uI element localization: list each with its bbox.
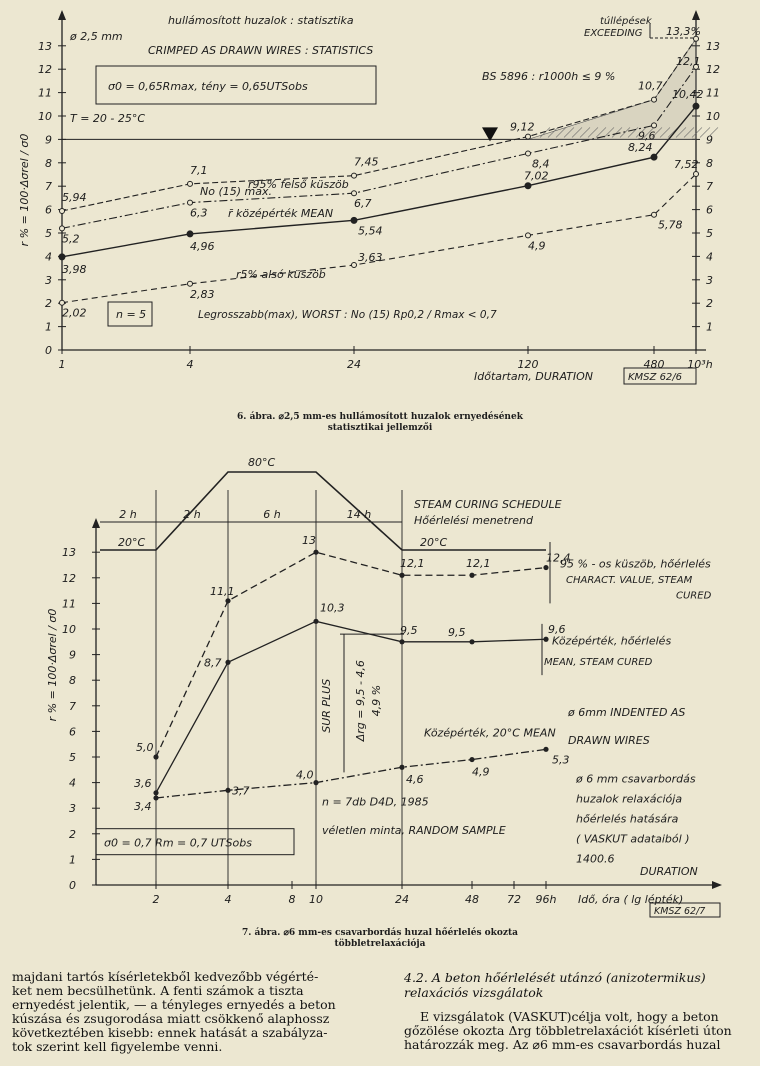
data-point — [352, 191, 357, 196]
sample-label: n = 7db D4D, 1985 — [322, 795, 429, 809]
stress-formula: σ0 = 0,65Rmax, tény = 0,65UTSobs — [108, 80, 308, 93]
data-label: 3,7 — [232, 784, 250, 798]
x-tick-label: 8 — [288, 893, 296, 906]
x-tick-label: 10³h — [687, 358, 713, 371]
data-label: 4,9 — [528, 239, 546, 253]
figure-6-caption — [0, 412, 760, 434]
y-tick-label-right: 3 — [706, 273, 713, 287]
data-point — [469, 639, 474, 644]
data-label: 11,1 — [210, 584, 235, 598]
y-tick-label: 13 — [62, 546, 76, 560]
duration-label: 2 h — [119, 508, 137, 521]
y-tick-label: 11 — [62, 597, 76, 611]
schedule-subtitle: Hőérlelési menetrend — [414, 514, 534, 527]
series-name: r̄ középérték MEAN — [228, 206, 334, 220]
x-tick-label: 480 — [643, 358, 665, 371]
text-line: következtében kisebb: ennek hatását a szabályza- — [12, 1025, 328, 1040]
x-axis-arrow — [712, 881, 722, 889]
data-label: 3,4 — [134, 799, 152, 813]
data-point — [352, 263, 357, 268]
duration-label: 14 h — [346, 508, 372, 521]
figure-ref: KMSZ 62/6 — [628, 372, 683, 383]
data-label: 5,2 — [62, 232, 80, 246]
data-point — [399, 639, 404, 644]
y-tick-label-right: 1 — [706, 320, 713, 334]
temp-peak-label: 80°C — [248, 456, 276, 469]
data-label: 4,96 — [190, 239, 215, 253]
exceeding-hatch — [528, 39, 696, 143]
delta-label: Δrg = 9,5 - 4,6 — [354, 660, 367, 742]
data-point — [352, 173, 357, 178]
series-name: r5% alsó küszöb — [236, 267, 326, 281]
data-label: 12,1 — [466, 557, 491, 571]
data-label: 12,1 — [676, 54, 701, 68]
n-label: n = 5 — [116, 308, 147, 321]
data-point — [59, 254, 65, 260]
data-point — [526, 151, 531, 156]
wire-label-en2: DRAWN WIRES — [568, 734, 650, 748]
data-label: 7,45 — [354, 155, 379, 169]
series-name-20c: Középérték, 20°C MEAN — [424, 726, 556, 740]
y-tick-label: 9 — [45, 133, 52, 147]
data-label: 3,6 — [134, 776, 152, 790]
text-line: E vizsgálatok (VASKUT)célja volt, hogy a beton — [420, 1009, 719, 1024]
data-point — [399, 765, 404, 770]
wire-label-hu: ( VASKUT adataiból ) — [576, 832, 690, 846]
exceeding-en: EXCEEDING — [584, 28, 643, 39]
y-tick-label-right: 13 — [706, 39, 720, 53]
data-point — [187, 231, 193, 237]
data-point — [399, 573, 404, 578]
data-point — [652, 212, 657, 217]
data-label: 9,12 — [510, 120, 535, 134]
wire-label-hu: 1400.6 — [576, 852, 615, 866]
y-tick-label: 6 — [45, 203, 52, 217]
y-tick-label: 9 — [69, 648, 76, 662]
y-tick-label: 7 — [69, 699, 76, 713]
data-label: 10,42 — [672, 88, 704, 102]
data-label: 6,7 — [354, 197, 372, 211]
wire-label-hu: ø 6 mm csavarbordás — [576, 772, 696, 786]
data-point — [313, 550, 318, 555]
figure-6-caption-line2: statisztikai jellemzői — [327, 423, 433, 433]
data-label: 13,3% — [666, 24, 701, 38]
y-tick-label-right: 8 — [706, 156, 713, 170]
series-name-mean-en: MEAN, STEAM CURED — [544, 656, 653, 668]
wire-label-hu: hőérlelés hatására — [576, 812, 679, 826]
data-label: 4,6 — [406, 773, 424, 787]
x-axis-label: Idő, óra ( lg lépték) — [578, 893, 684, 906]
data-point — [526, 134, 531, 139]
x-tick-label: 1 — [58, 358, 66, 371]
series-name-mean: Középérték, hőérlelés — [552, 634, 672, 648]
data-label: 13 — [302, 534, 316, 548]
y-tick-label: 7 — [45, 180, 52, 194]
y-tick-label: 2 — [69, 827, 76, 841]
data-label: 9,5 — [448, 625, 466, 639]
x-tick-label: 4 — [224, 893, 232, 906]
y-tick-label-right: 2 — [706, 297, 713, 311]
data-point — [153, 790, 158, 795]
data-point — [188, 181, 193, 186]
exceeding-hu: túllépések — [600, 16, 652, 27]
data-label: 8,24 — [628, 141, 653, 155]
text-line: majdani tartós kísérletekből kedvezőbb végérté- — [12, 969, 319, 984]
temp-end-label: 20°C — [420, 536, 448, 549]
delta-value: 4,9 % — [370, 684, 383, 717]
worst-note: Legrosszabb(max), WORST : No (15) Rp0,2 / Rmax < 0,7 — [198, 309, 497, 321]
data-label: 9,6 — [638, 129, 656, 143]
y-tick-label: 8 — [45, 156, 52, 170]
y-tick-label: 0 — [69, 879, 76, 892]
stress-formula: σ0 = 0,7 Rm = 0,7 UTSobs — [104, 836, 252, 850]
y-tick-label-right: 5 — [706, 227, 713, 240]
x-tick-label: 120 — [517, 358, 539, 371]
data-point — [313, 780, 318, 785]
data-point — [188, 200, 193, 205]
y-tick-label: 4 — [69, 776, 76, 790]
data-point — [543, 637, 548, 642]
data-label: 5,78 — [658, 218, 683, 232]
y-tick-label: 5 — [45, 227, 52, 240]
x-axis-label-en: DURATION — [640, 864, 698, 878]
y-axis-label: r % = 100·Δσrel / σ0 — [46, 608, 59, 722]
data-point — [351, 217, 357, 223]
data-point — [543, 747, 548, 752]
data-label: 9,6 — [548, 623, 566, 637]
data-label: 3,63 — [358, 251, 383, 265]
series-line — [62, 174, 696, 303]
data-point — [651, 154, 657, 160]
x-tick-label: 2 — [152, 893, 160, 906]
series-name-upper-en2: CURED — [676, 590, 712, 602]
data-label: 7,52 — [674, 158, 699, 172]
y-tick-label-right: 11 — [706, 86, 720, 100]
series-name-upper: 95 % - os küszöb, hőérlelés — [560, 557, 711, 571]
y-tick-label: 1 — [69, 853, 76, 867]
text-line: kúszása és zsugorodása miatt csökkenő alaphossz — [12, 1011, 330, 1026]
diameter-label: ø 2,5 mm — [70, 30, 123, 43]
data-point — [313, 619, 318, 624]
data-point — [60, 226, 65, 231]
data-label: 7,02 — [524, 169, 549, 183]
y-tick-label: 1 — [45, 320, 52, 334]
y-tick-label-right: 9 — [706, 133, 713, 147]
data-label: 4,0 — [296, 768, 314, 782]
y-axis-arrow — [692, 10, 700, 20]
figure-7-caption — [0, 928, 760, 950]
data-label: 8,4 — [532, 157, 550, 171]
data-point — [153, 754, 158, 759]
data-point — [188, 281, 193, 286]
body-text-left — [12, 970, 384, 1054]
series-name-upper-en: CHARACT. VALUE, STEAM — [566, 574, 693, 586]
text-line: ket nem becsülhetünk. A fenti számok a tiszta — [12, 983, 304, 998]
schedule-title: STEAM CURING SCHEDULE — [414, 498, 562, 511]
y-tick-label: 12 — [62, 571, 76, 585]
data-label: 9,5 — [400, 623, 418, 637]
data-label: 4,9 — [472, 765, 490, 779]
y-tick-label-right: 10 — [706, 110, 720, 123]
y-axis-arrow — [58, 10, 66, 20]
section-heading: 4.2. A beton hőérlelését utánzó (anizotermikus) relaxációs vizsgálatok — [404, 970, 706, 1000]
figure-7-caption-line2: többletrelaxációja — [334, 939, 426, 949]
y-tick-label: 5 — [69, 751, 76, 764]
data-point — [469, 757, 474, 762]
y-tick-label: 12 — [38, 63, 52, 77]
data-point — [543, 565, 548, 570]
data-label: 2,83 — [190, 287, 215, 301]
data-point — [60, 209, 65, 214]
data-point — [694, 172, 699, 177]
y-tick-label: 11 — [38, 86, 52, 100]
series-name: r95% felső küszöb — [248, 178, 349, 192]
hatch-line — [708, 127, 718, 137]
y-tick-label: 2 — [45, 297, 52, 311]
figure-7-caption-line1: 7. ábra. ⌀6 mm-es csavarbordás huzal hőérlelés okozta — [242, 928, 518, 938]
bs5896-note: BS 5896 : r1000h ≤ 9 % — [482, 70, 616, 83]
text-line: ernyedést jelentik, — a tényleges ernyedés a beton — [12, 997, 336, 1012]
wire-label-hu: huzalok relaxációja — [576, 792, 683, 806]
random-sample-label: véletlen minta, RANDOM SAMPLE — [322, 823, 506, 837]
data-point — [469, 573, 474, 578]
data-point — [652, 123, 657, 128]
figure-7-chart — [0, 450, 760, 917]
y-tick-label: 13 — [38, 39, 52, 53]
x-tick-label: 4 — [186, 358, 194, 371]
data-label: 2,02 — [62, 306, 87, 320]
data-point — [225, 788, 230, 793]
x-tick-label: 96h — [535, 893, 557, 906]
y-tick-label: 8 — [69, 674, 76, 688]
body-text-right — [404, 970, 754, 1052]
y-tick-label: 3 — [69, 802, 76, 816]
x-tick-label: 10 — [309, 893, 323, 906]
x-tick-label: 48 — [465, 893, 479, 906]
duration-label: 2 h — [183, 508, 201, 521]
wire-label-en: ø 6mm INDENTED AS — [568, 706, 686, 720]
data-point — [225, 598, 230, 603]
data-point — [693, 103, 699, 109]
y-tick-label: 4 — [45, 250, 52, 264]
y-tick-label-right: 6 — [706, 203, 713, 217]
y-tick-label: 6 — [69, 725, 76, 739]
text-line: határozzák meg. Az ⌀6 mm-es csavarbordás huzal — [404, 1037, 721, 1052]
y-tick-label: 0 — [45, 344, 52, 357]
data-label: 6,3 — [190, 206, 208, 220]
y-tick-label-right: 4 — [706, 250, 713, 264]
data-label: 8,7 — [204, 656, 222, 670]
chart-subtitle: CRIMPED AS DRAWN WIRES : STATISTICS — [148, 44, 374, 57]
figure-6-chart — [0, 0, 760, 400]
temperature-label: T = 20 - 25°C — [70, 112, 146, 125]
data-label: 5,3 — [552, 753, 570, 767]
data-label: 10,7 — [638, 79, 663, 93]
data-label: 5,54 — [358, 224, 383, 238]
x-tick-label: 24 — [347, 358, 361, 371]
figure-6-caption-line1: 6. ábra. ⌀2,5 mm-es hullámosított huzalok ernyedésének — [237, 412, 523, 422]
y-axis-arrow — [92, 518, 100, 528]
figure-ref: KMSZ 62/7 — [654, 906, 706, 917]
data-point — [153, 795, 158, 800]
x-tick-label: 24 — [395, 893, 409, 906]
curing-schedule-line — [100, 472, 546, 550]
chart-title: hullámosított huzalok : statisztika — [168, 14, 354, 27]
data-point — [225, 660, 230, 665]
y-tick-label-right: 12 — [706, 63, 720, 77]
data-point — [525, 183, 531, 189]
x-tick-label: 72 — [507, 893, 521, 906]
data-label: 12,4 — [546, 551, 571, 565]
data-label: 3,98 — [62, 262, 87, 276]
y-tick-label-right: 7 — [706, 180, 713, 194]
y-tick-label: 10 — [38, 110, 52, 123]
data-point — [60, 300, 65, 305]
text-line: tok szerint kell figyelembe venni. — [12, 1039, 223, 1054]
x-axis-label: Időtartam, DURATION — [474, 370, 594, 383]
series-name: No (15) max. — [200, 185, 272, 199]
data-label: 5,94 — [62, 191, 87, 205]
data-point — [652, 97, 657, 102]
data-label: 5,0 — [136, 741, 154, 754]
y-axis-label: r % = 100·Δσrel / σ0 — [18, 133, 31, 247]
data-label: 7,1 — [190, 163, 208, 177]
text-line: gőzölése okozta Δrg többletrelaxációt kísérleti úton — [404, 1023, 732, 1038]
y-tick-label: 10 — [62, 623, 76, 636]
data-label: 10,3 — [320, 601, 345, 615]
duration-label: 6 h — [263, 508, 281, 521]
data-point — [526, 233, 531, 238]
surplus-label: SUR PLUS — [320, 678, 333, 733]
data-label: 12,1 — [400, 557, 425, 571]
y-tick-label: 3 — [45, 273, 52, 287]
temp-start-label: 20°C — [118, 536, 146, 549]
